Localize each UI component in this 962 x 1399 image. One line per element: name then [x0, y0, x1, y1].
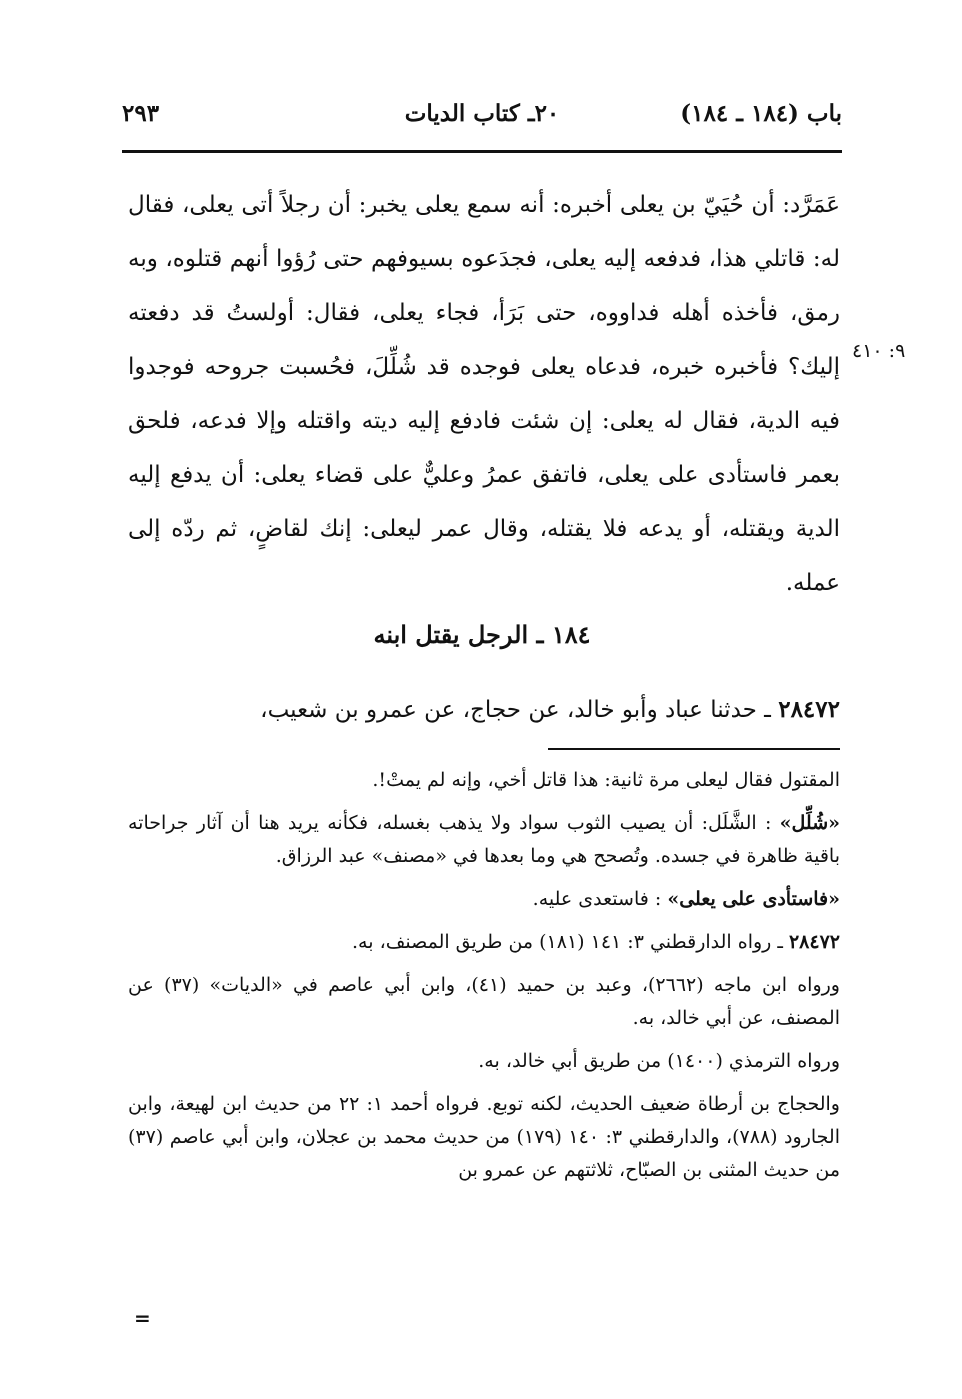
footnote-4-term: ٢٨٤٧٢: [788, 931, 840, 953]
continuation-mark: =: [134, 1306, 151, 1330]
footnote-3-text: : فاستعدى عليه.: [532, 888, 662, 910]
footnote-2-text: : الشَّلَل: أن يصيب الثوب سواد ولا يذهب بغسله، فكأنه يريد هنا أن آثار جراحاته باقية ظاهرة في جسده. وتُصحح هي وما بعدها في «مصنف» عبد الرزاق.: [128, 812, 840, 867]
page-number: ٢٩٣: [122, 100, 160, 127]
header-divider: [122, 150, 842, 153]
section-heading: ١٨٤ ـ الرجل يقتل ابنه: [373, 620, 591, 649]
chapter-title: باب (١٨٤ ـ ١٨٤): [680, 100, 842, 127]
footnote-1: المقتول فقال ليعلى مرة ثانية: هذا قاتل أخي، وإنه لم يمتْ!.: [372, 769, 840, 791]
footnote-3-term: «فاستأدى على يعلى»: [667, 888, 840, 910]
page-header: [122, 100, 842, 146]
hadith-number: ٢٨٤٧٢: [778, 696, 840, 723]
margin-reference: ٩: ٤١٠: [852, 340, 906, 362]
footnote-3: [128, 883, 840, 916]
footnote-divider: [548, 748, 840, 750]
footnote-6: ورواه الترمذي (١٤٠٠) من طريق أبي خالد، به.: [478, 1050, 840, 1072]
hadith-text: ـ حدثنا عباد وأبو خالد، عن حجاج، عن عمرو بن شعيب،: [260, 697, 779, 723]
footnotes-block: [128, 764, 840, 1197]
book-title: ٢٠ـ كتاب الديات: [404, 100, 560, 127]
main-paragraph: عَمَرَّد: أن حُيَيّ بن يعلى أخبره: أنه سمع يعلى يخبر: أن رجلاً أتى يعلى، فقال له: قاتلي هذا، فدفعه إليه يعلى، فجدَعوه بسيوفهم حتى رُؤوا أنهم قتلوه، وبه رمق، فأخذه أهله فداووه، حتى بَرَأ، فجاء يعلى، فقال: أولستُ قد دفعته إليك؟ فأخبره خبره، فدعاه يعلى فوجده قد شُلِّلَ، فحُسبت جروحه فوجدوا فيه الدية، فقال له يعلى: إن شئت فادفع إليه ديته واقتله وإلا فدعه، فلحق بعمر فاستأدى على يعلى، فاتفق عمرُ وعليٌّ على قضاء يعلى: أن يدفع إليه الدية ويقتله، أو يدعه فلا يقتله، وقال عمر ليعلى: إنك لقاضٍ، ثم ردّه إلى عمله.: [128, 192, 840, 596]
footnote-2: [128, 807, 840, 873]
footnote-7: والحجاج بن أرطاة ضعيف الحديث، لكنه توبع. فرواه أحمد ١: ٢٢ من حديث ابن لهيعة، وابن الجارود (٧٨٨)، والدارقطني ٣: ١٤٠ (١٧٩) من حديث محمد بن عجلان، وابن أبي عاصم (٣٧) من حديث المثنى بن الصبّاح، ثلاثتهم عن عمرو بن: [128, 1093, 840, 1181]
footnote-4-text: ـ رواه الدارقطني ٣: ١٤١ (١٨١) من طريق المصنف، به.: [352, 931, 789, 953]
footnote-5: ورواه ابن ماجه (٢٦٦٢)، وعبد بن حميد (٤١)، وابن أبي عاصم في «الديات» (٣٧) عن المصنف، عن أبي خالد، به.: [128, 974, 840, 1029]
footnote-4: [128, 926, 840, 959]
hadith-entry: [128, 690, 840, 730]
footnote-2-term: «شُلِّل»: [779, 812, 840, 834]
main-text-block: [128, 178, 840, 610]
